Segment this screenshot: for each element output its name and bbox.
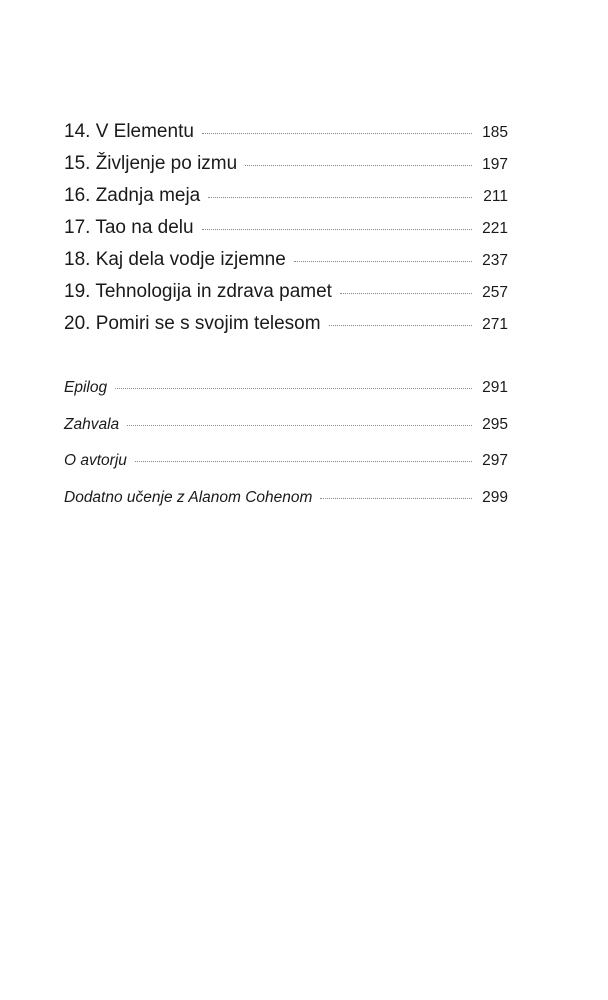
toc-entry-chapter-16[interactable] bbox=[64, 180, 508, 212]
toc-entry-page: 221 bbox=[482, 220, 508, 237]
dot-leader bbox=[208, 196, 472, 198]
toc-entry-zahvala[interactable] bbox=[64, 407, 508, 444]
toc-entry-dodatno-ucenje[interactable] bbox=[64, 480, 508, 517]
toc-entry-page: 271 bbox=[482, 316, 508, 333]
toc-entry-chapter-17[interactable] bbox=[64, 212, 508, 244]
toc-entry-title: 14. V Elementu bbox=[64, 121, 194, 142]
dot-leader bbox=[135, 460, 472, 462]
toc-entry-chapter-15[interactable] bbox=[64, 148, 508, 180]
toc-entry-title: Zahvala bbox=[64, 415, 120, 433]
toc-entry-title: 20. Pomiri se s svojim telesom bbox=[64, 313, 321, 334]
dot-leader bbox=[202, 228, 472, 230]
toc-entry-page: 257 bbox=[482, 284, 508, 301]
toc-entry-chapter-14[interactable] bbox=[64, 116, 508, 148]
toc-entry-chapter-20[interactable] bbox=[64, 308, 508, 340]
dot-leader bbox=[294, 260, 472, 262]
toc-entry-page: 299 bbox=[482, 488, 508, 506]
toc-entry-title: Dodatno učenje z Alanom Cohenom bbox=[64, 488, 313, 506]
dot-leader bbox=[320, 497, 472, 499]
toc-entry-title: 17. Tao na delu bbox=[64, 217, 194, 238]
toc-chapters-list bbox=[64, 116, 508, 340]
toc-entry-page: 297 bbox=[482, 452, 508, 469]
toc-entry-page: 295 bbox=[482, 415, 508, 433]
toc-entry-title: 19. Tehnologija in zdrava pamet bbox=[64, 281, 332, 302]
dot-leader bbox=[115, 387, 472, 389]
toc-entry-epilog[interactable] bbox=[64, 370, 508, 407]
toc-entry-page: 185 bbox=[482, 124, 508, 141]
toc-entry-page: 197 bbox=[482, 156, 508, 173]
toc-entry-title: 16. Zadnja meja bbox=[64, 185, 201, 206]
dot-leader bbox=[245, 164, 472, 166]
dot-leader bbox=[127, 424, 472, 426]
toc-entry-o-avtorju[interactable] bbox=[64, 443, 508, 480]
dot-leader bbox=[202, 132, 472, 134]
toc-entry-page: 291 bbox=[482, 379, 508, 396]
toc-entry-title: 18. Kaj dela vodje izjemne bbox=[64, 249, 286, 270]
toc-entry-chapter-18[interactable] bbox=[64, 244, 508, 276]
dot-leader bbox=[340, 292, 472, 294]
toc-entry-title: Epilog bbox=[64, 379, 108, 396]
toc-entry-page: 237 bbox=[482, 252, 508, 269]
toc-entry-chapter-19[interactable] bbox=[64, 276, 508, 308]
toc-back-matter-list bbox=[64, 370, 508, 516]
toc-entry-title: 15. Življenje po izmu bbox=[64, 153, 238, 174]
toc-entry-title: O avtorju bbox=[64, 452, 127, 469]
toc-entry-page: 211 bbox=[483, 188, 508, 205]
dot-leader bbox=[329, 324, 472, 326]
